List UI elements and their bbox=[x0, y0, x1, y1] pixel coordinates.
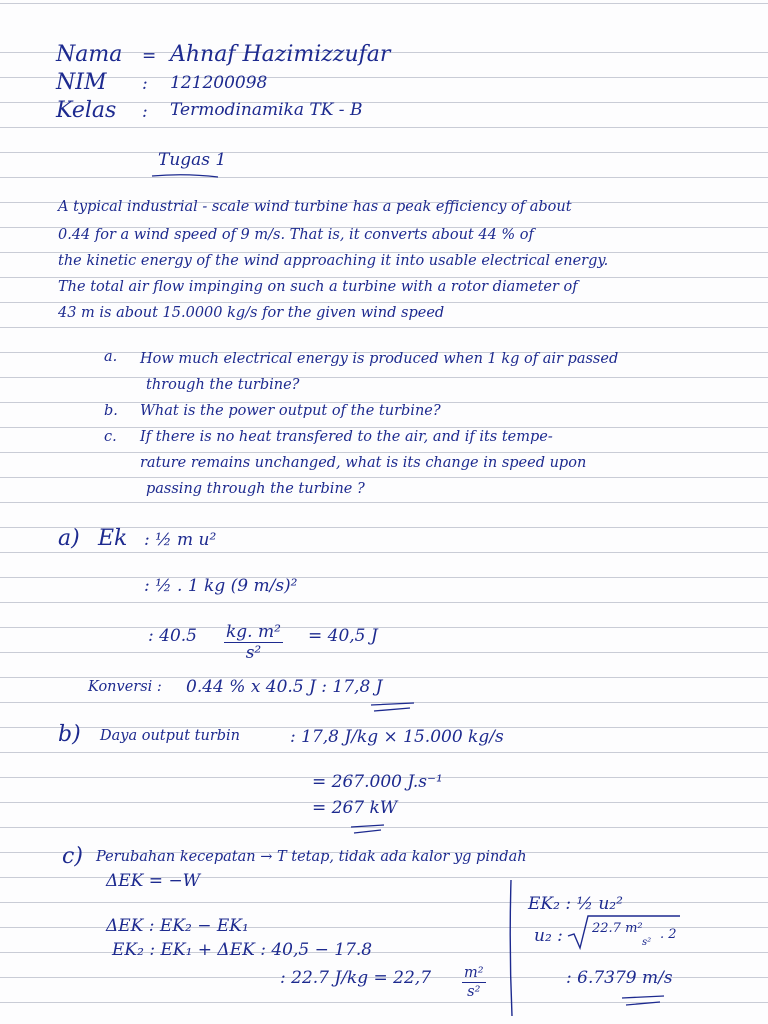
konversi-expression: 0.44 % x 40.5 J : 17,8 J bbox=[186, 677, 383, 697]
answer-c-label: c) bbox=[62, 844, 83, 869]
question-c-line-2: rature remains unchanged, what is its change in speed upon bbox=[140, 455, 587, 471]
answer-a-result-prefix: : 40.5 bbox=[148, 626, 197, 646]
problem-line-2: 0.44 for a wind speed of 9 m/s. That is, it converts about 44 % of bbox=[58, 227, 534, 243]
question-c-letter: c. bbox=[104, 429, 117, 445]
nim-value: 121200098 bbox=[170, 73, 268, 93]
answer-a-substitution: : ½ . 1 kg (9 m/s)² bbox=[144, 576, 298, 596]
side-ek2-formula: EK₂ : ½ u₂² bbox=[528, 894, 623, 914]
question-c-line-1: If there is no heat transfered to the air, and if its tempe- bbox=[140, 429, 553, 445]
question-a-line-2: through the turbine? bbox=[146, 377, 300, 393]
answer-b-result-kw: = 267 kW bbox=[312, 798, 398, 818]
answer-a-formula: : ½ m u² bbox=[144, 530, 217, 550]
side-sqrt-value: 22.7 m² bbox=[592, 921, 643, 936]
side-speed-result: : 6.7379 m/s bbox=[566, 968, 673, 988]
kelas-separator: : bbox=[142, 102, 148, 122]
problem-line-1: A typical industrial - scale wind turbine has a peak efficiency of about bbox=[58, 199, 572, 215]
problem-line-4: The total air flow impinging on such a turbine with a rotor diameter of bbox=[58, 279, 578, 295]
problem-line-5: 43 m is about 15.0000 kg/s for the given wind speed bbox=[58, 305, 445, 321]
answer-b-label: b) bbox=[58, 722, 81, 747]
side-sqrt-multiplier: . 2 bbox=[660, 927, 677, 942]
answer-b-formula: : 17,8 J/kg × 15.000 kg/s bbox=[290, 727, 504, 747]
title-underline bbox=[150, 172, 220, 180]
answer-c-delta-ek-work: ΔEK = −W bbox=[106, 871, 201, 891]
answer-a-unit-denominator: s² bbox=[245, 643, 262, 663]
answer-a-ek: Ek bbox=[98, 526, 128, 551]
nim-separator: : bbox=[142, 74, 148, 94]
answer-c-result-numerator: m² bbox=[464, 965, 484, 981]
answer-c-ek2-line: EK₂ : EK₁ + ΔEK : 40,5 − 17.8 bbox=[112, 940, 373, 960]
kelas-label: Kelas bbox=[56, 98, 117, 123]
answer-b-double-underline bbox=[348, 822, 388, 836]
side-u2-label: u₂ : bbox=[534, 926, 563, 946]
answer-c-delta-ek-definition: ΔEK : EK₂ − EK₁ bbox=[106, 916, 249, 936]
side-calc-divider bbox=[506, 878, 516, 1018]
problem-line-3: the kinetic energy of the wind approaching it into usable electrical energy. bbox=[58, 253, 609, 269]
answer-a-label: a) bbox=[58, 526, 80, 551]
question-b-letter: b. bbox=[104, 403, 118, 419]
answer-a-double-underline bbox=[368, 700, 418, 714]
konversi-label: Konversi : bbox=[88, 679, 162, 695]
answer-b-text: Daya output turbin bbox=[100, 728, 241, 744]
answer-b-result-joule: = 267.000 J.s⁻¹ bbox=[312, 772, 443, 792]
answer-a-result-joule: = 40,5 J bbox=[308, 626, 378, 646]
question-a-letter: a. bbox=[104, 349, 118, 365]
question-c-line-3: passing through the turbine ? bbox=[146, 481, 365, 497]
page-title: Tugas 1 bbox=[158, 150, 227, 170]
answer-c-double-underline bbox=[618, 992, 668, 1008]
nama-separator: = bbox=[142, 46, 157, 66]
answer-a-unit-numerator: kg. m² bbox=[226, 622, 281, 642]
nama-label: Nama bbox=[56, 42, 123, 67]
kelas-value: Termodinamika TK - B bbox=[170, 100, 363, 120]
answer-c-text: Perubahan kecepatan → T tetap, tidak ada kalor yg pindah bbox=[96, 849, 527, 865]
question-a-line-1: How much electrical energy is produced when 1 kg of air passed bbox=[140, 351, 619, 367]
answer-c-result-prefix: : 22.7 J/kg = 22,7 bbox=[280, 968, 432, 988]
nim-label: NIM bbox=[56, 70, 107, 95]
answer-c-result-denominator: s² bbox=[467, 983, 481, 1000]
nama-value: Ahnaf Hazimizzufar bbox=[170, 42, 391, 67]
answer-c-result-fraction bbox=[462, 966, 486, 999]
answer-a-unit-fraction bbox=[224, 624, 283, 662]
question-b-line-1: What is the power output of the turbine? bbox=[140, 403, 441, 419]
side-sqrt-denominator: s² bbox=[642, 937, 652, 948]
